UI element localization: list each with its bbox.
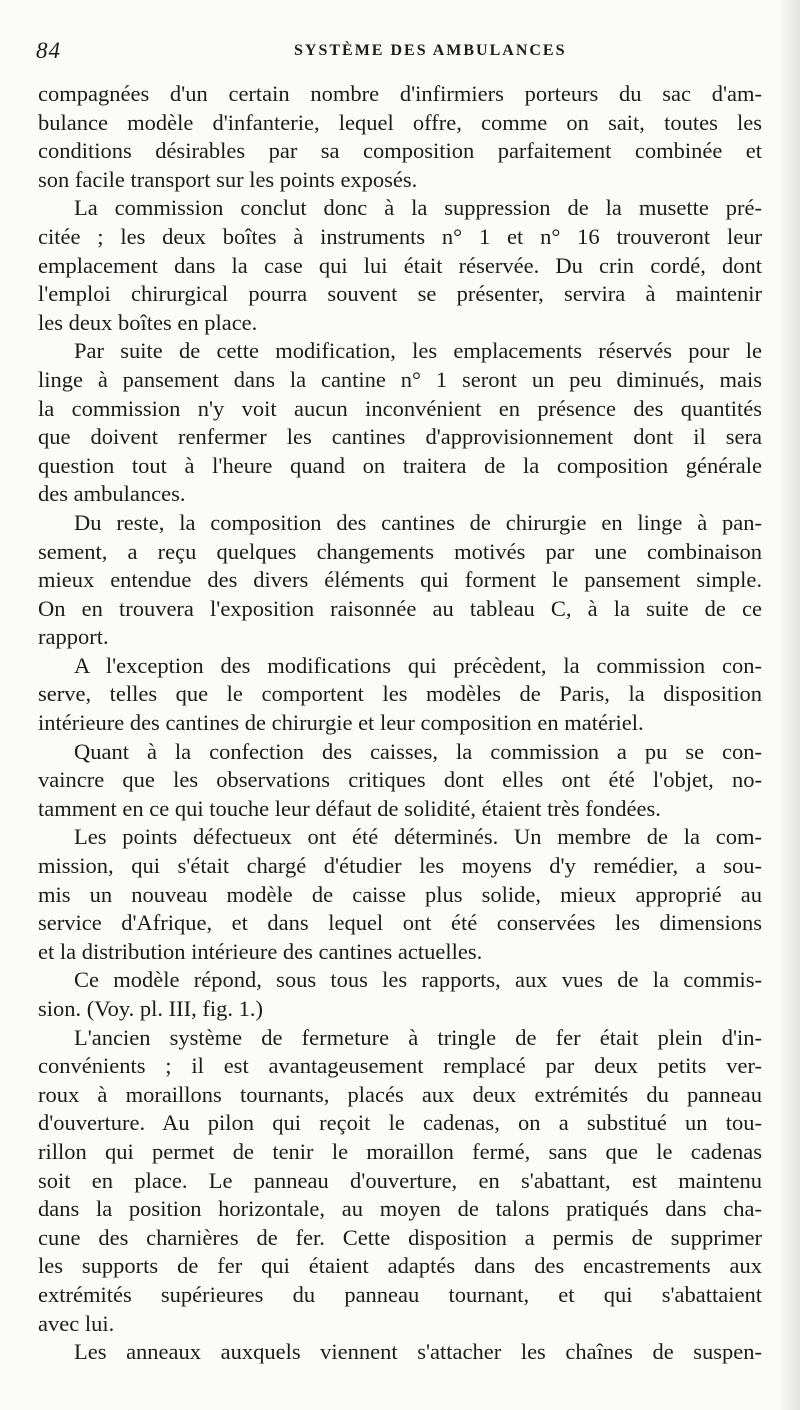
text-line: service d'Afrique, et dans lequel ont été conservées les dimensions: [38, 910, 762, 936]
text-line: question tout à l'heure quand on traitera de la composition générale: [38, 452, 762, 478]
text-line: On en trouvera l'exposition raisonnée au tableau C, à la suite de ce: [38, 595, 762, 621]
text-line: les deux boîtes en place.: [38, 309, 258, 335]
text-line: serve, telles que le comportent les modèles de Paris, la disposition: [38, 681, 762, 707]
text-line: intérieure des cantines de chirurgie et leur composition en matériel.: [38, 710, 644, 736]
text-line: mission, qui s'était chargé d'étudier les moyens d'y remédier, a sou-: [38, 853, 762, 879]
text-line: bulance modèle d'infanterie, lequel offre, comme on sait, toutes les: [38, 109, 762, 135]
text-line: Ce modèle répond, sous tous les rapports, aux vues de la commis-: [74, 967, 762, 993]
text-line: des ambulances.: [38, 481, 186, 507]
text-line: Par suite de cette modification, les emplacements réservés pour le: [74, 338, 762, 364]
text-line: dans la position horizontale, au moyen de talons pratiqués dans cha-: [38, 1196, 762, 1222]
text-line: sion. (Voy. pl. III, fig. 1.): [38, 996, 263, 1021]
text-line: et la distribution intérieure des cantines actuelles.: [38, 938, 483, 964]
text-line: Du reste, la composition des cantines de chirurgie en linge à pan-: [74, 509, 762, 535]
text-line: avec lui.: [38, 1310, 115, 1336]
text-line: sement, a reçu quelques changements motivés par une combinaison: [38, 538, 762, 564]
text-line: emplacement dans la case qui lui était réservée. Du crin cordé, dont: [38, 252, 762, 278]
text-line: cune des charnières de fer. Cette disposition a permis de supprimer: [38, 1224, 762, 1250]
text-line: son facile transport sur les points exposés.: [38, 166, 418, 192]
text-line: rillon qui permet de tenir le moraillon fermé, sans que le cadenas: [38, 1138, 762, 1164]
text-line: L'ancien système de fermeture à tringle de fer était plein d'in-: [74, 1024, 762, 1050]
body-text: [38, 80, 762, 1367]
text-line: Les points défectueux ont été déterminés. Un membre de la com-: [74, 824, 762, 850]
text-line: tamment en ce qui touche leur défaut de solidité, étaient très fondées.: [38, 795, 661, 821]
text-line: convénients ; il est avantageusement remplacé par deux petits ver-: [38, 1053, 762, 1079]
text-line: roux à moraillons tournants, placés aux deux extrémités du panneau: [38, 1081, 762, 1107]
text-line: rapport.: [38, 624, 109, 650]
text-line: La commission conclut donc à la suppression de la musette pré-: [74, 195, 762, 221]
text-line: A l'exception des modifications qui précèdent, la commission con-: [74, 652, 762, 678]
text-line: la commission n'y voit aucun inconvénient en présence des quantités: [38, 395, 762, 421]
text-line: que doivent renfermer les cantines d'approvisionnement dont il sera: [38, 424, 762, 450]
page-header: [36, 38, 766, 64]
text-line: compagnées d'un certain nombre d'infirmiers porteurs du sac d'am-: [38, 81, 762, 106]
text-line: citée ; les deux boîtes à instruments n° 1 et n° 16 trouveront leur: [38, 223, 762, 249]
text-line: linge à pansement dans la cantine n° 1 seront un peu diminués, mais: [38, 366, 762, 392]
text-line: d'ouverture. Au pilon qui reçoit le cadenas, on a substitué un tou-: [38, 1110, 762, 1136]
text-line: Quant à la confection des caisses, la commission a pu se con-: [74, 738, 762, 764]
running-title: SYSTÈME DES AMBULANCES: [294, 42, 567, 59]
text-line: mis un nouveau modèle de caisse plus solide, mieux approprié au: [38, 881, 762, 907]
text-line: Les anneaux auxquels viennent s'attacher les chaînes de suspen-: [74, 1339, 762, 1365]
text-line: vaincre que les observations critiques dont elles ont été l'objet, no-: [38, 767, 762, 793]
page-number: 84: [36, 38, 61, 63]
text-line: l'emploi chirurgical pourra souvent se présenter, servira à maintenir: [38, 281, 762, 307]
text-line: mieux entendue des divers éléments qui forment le pansement simple.: [38, 567, 762, 593]
page-edge-shadow: [778, 0, 800, 1410]
text-line: conditions désirables par sa composition parfaitement combinée et: [38, 138, 762, 164]
text-line: les supports de fer qui étaient adaptés dans des encastrements aux: [38, 1253, 762, 1279]
text-line: soit en place. Le panneau d'ouverture, en s'abattant, est maintenu: [38, 1167, 762, 1193]
text-line: extrémités supérieures du panneau tournant, et qui s'abattaient: [38, 1281, 762, 1307]
